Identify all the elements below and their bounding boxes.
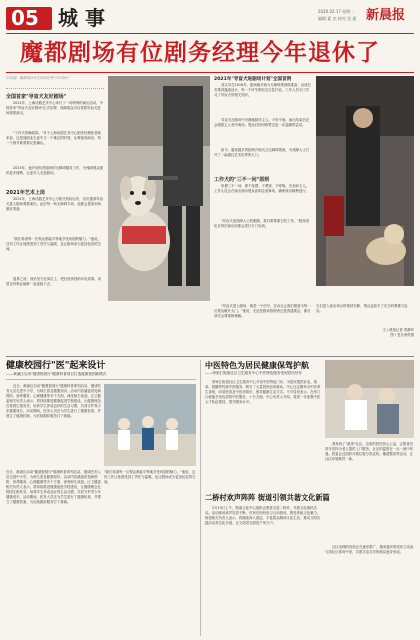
subhead-three-rules: 工作犬的"三不一问"原则 [214,177,270,183]
section-number: 05 [11,6,39,30]
article3-body: 徐家汇街道社区卫生服务中心开设中医特色门诊，为居民提供针灸、推拿、拔罐等传统中医服务，吸引了大量居民前来就诊。中心还定期举办中医养生讲座，向居民普及中医药知识，倡导健康生活方式。不少居民表示，在家门口就能享受优质的中医服务，十分方便。中心负责人介绍，将进一步加强中医人才队伍建设，提升服务水平。 [205,380,321,404]
article2-body-continued: 近日，黄浦区启动"健康校园行"健康科普系列活动，邀请医务人员走进中小学，为师生普及健康知识。活动内容涵盖常见病预防、营养膳食、心理健康等多个方面，深受师生欢迎。区卫健委相关负责人表示，将持续推进健康促进学校建设，让健康理念在校园生根发芽，培养学生养成良好的生活习惯，共同守护青少年健康成长。活动期间，医务人员还为学生进行了健康检查，并建立了健康档案，为后续跟踪服务打下基础。 [6,470,101,504]
headline-rule [6,72,414,73]
article-erqiao [205,493,330,638]
newspaper-logo: 新晨报 [366,8,406,23]
sidebar-foot-text: 社区治理的经验正在逐步推广，越来越多的居民主动参与到社区事务中来，共建共治共享的格局逐步形成。 [325,545,414,554]
left-paragraph: "工作犬的确很乖。"对于上海话剧艺术中心剧务经理张老师来说，这是他职业生涯中又一个难忘的时刻，从筹备到演出，每一个细节都需要反复确认。 [6,131,101,145]
article4-body: 2月13日上午，街道文化中心组织志愿者走进二桥村，开展文化惠民活动。活动现场欢声笑语不断，村民们纷纷参与互动游戏，感受传统文化魅力。街道相关负责人表示，将继续深入基层，丰富群众精神文化生活，推动文明实践活动常态化开展，让文化阳光照进千家万户。 [205,506,321,525]
subhead-2021: 2021年艺术上岗 [6,190,45,196]
article-tcm [205,360,321,490]
tcm-photo-illustration [325,360,414,438]
left-paragraph: 2021年，上海话剧艺术中心与相关机构合作，首次邀请导盲犬进入剧场观看演出。此后每一场无障碍专场，他都会提前到场做好准备。 [6,197,104,211]
article2-rule [6,379,196,380]
tcm-photo [325,360,414,438]
theatre-photo-illustration [316,76,414,286]
article4-title: 二桥村欢声阵阵 街道引领共谐文化新篇 [205,493,330,502]
center-paragraph: 导盲犬在剧场中安静地陪伴主人，不吵不闹，演出结束后还会跟着主人有序离场。观众们纷纷称赞这是一次温暖的尝试。 [214,118,310,127]
center-paragraph: 所谓三不一问，即不抚摸、不喂食、不呼唤，先询问主人。工作人员会在演出前向观众说明注意事项，确保演出顺利进行。 [214,184,310,193]
subhead-guide-dog-theatre: 全国首家"导盲犬友好剧场" [6,94,67,100]
intro-note: 原标题：魔都剧场有位剧务经理今年退休了 [6,76,104,89]
right-caption-area [214,304,414,354]
left-paragraph: 2021年，上海话剧艺术中心举行了一场特殊的演出活动，中国首家"导盲犬友好剧场"正式挂牌，视障观众可以带着导盲犬进场观看演出。 [6,101,104,115]
sidebar-body: 我发现了"最美"社区，这里的居民热心公益，志愿者们常年坚持为老人提供上门服务，社区的温度在一点一滴中传递。居委会还组织开展垃圾分类宣传、楼道整治等活动，让社区环境焕然一新。 [325,442,414,461]
right-note: 它们进入演出场合时保持安静，观众也给予了充分的尊重与包容。 [316,304,408,313]
subhead-first-plan: 2021年"导盲犬进剧场计划"全国首例 [214,77,292,82]
center-paragraph: 其实早在2018年，剧场就开始为无障碍观演做准备，从座位安排到通道设计，每一个环节都经过反复讨论。工作人员专门学习了导盲犬的相关知识。 [214,83,312,97]
section-name: 城 事 [58,6,105,30]
left-paragraph: 退休之前，他仍坚守在岗位上，把经验传授给年轻同事，希望这份事业能够一直延续下去。 [6,277,102,286]
article-healthy-campus [6,360,196,638]
center-paragraph: "导盲犬是视障人士的眼睛，我们要尊重它的工作。"剧务团队在每次演出前都会进行专门培训。 [214,219,309,228]
article2-body: 近日，黄浦区启动"健康校园行"健康科普系列活动，邀请医务人员走进中小学，为师生普及健康知识。活动内容涵盖常见病预防、营养膳食、心理健康等多个方面，深受师生欢迎。区卫健委相关负责人表示，将持续推进健康促进学校建设，让健康理念在校园生根发芽，培养学生养成良好的生活习惯，共同守护青少年健康成长。活动期间，医务人员还为学生进行了健康检查，并建立了健康档案，为后续跟踪服务打下基础。 [6,384,101,418]
bottom-vertical-divider [200,360,201,636]
left-paragraph: "我们希望每一位观众都能平等地享受戏剧的魅力。"他说，这份工作让他感受到了责任与温暖，也让剧场成为更加包容的空间。 [6,237,101,251]
editor-line: 编辑 素 杰 校对 佳 露 [318,16,357,21]
article2-body-right: "我们希望每一位观众都能平等地享受戏剧的魅力。"他说，这份工作让他感受到了责任与温暖，也让剧场成为更加包容的空间。 [104,470,196,484]
photo-credit: 文 / 晨报记者 郑静华 图 / 受访者供图 [382,328,414,337]
article3-title: 中医特色为居民健康保驾护航 [205,360,309,370]
center-column [214,76,312,301]
campus-photo [104,384,196,466]
article2-title: 健康校园行"医"起来设计 [6,361,106,371]
guide-dog-photo [108,76,210,301]
theatre-photo [316,76,414,286]
page-header [0,0,420,34]
right-paragraph: "导盲犬进入剧场，就是一个信号，告诉社会我们愿意为每一位观众敞开大门。"他说，无论是剧场管理者还是普通观众，都应该学会尊重和理解。 [214,304,311,318]
header-rule [6,33,414,34]
section-number-badge [6,7,52,30]
section-divider [6,356,414,357]
left-column [6,76,104,346]
left-paragraph: 2015年，他开始负责剧场的无障碍服务工作，为残障观众提供更多便利，让更多人走进剧场。 [6,166,104,175]
center-paragraph: 如今，越来越多的剧场开始关注无障碍观演，为残障人士打开了一扇通往艺术世界的大门。 [214,148,310,157]
sidebar-foot [325,545,414,635]
campus-photo-illustration [104,384,196,466]
guide-dog-photo-illustration [108,76,210,301]
article3-subtitle: ——徐家汇街道社区卫生服务中心中医特色服务受到居民好评 [205,371,303,375]
article2-subtitle: ——黄浦区启用"健康校园行"健康科普项目打造健康校园新模式 [6,372,107,376]
date-line: 2020.02.17 星期一 [318,9,355,14]
main-headline: 魔都剧场有位剧务经理今年退休了 [20,39,380,66]
